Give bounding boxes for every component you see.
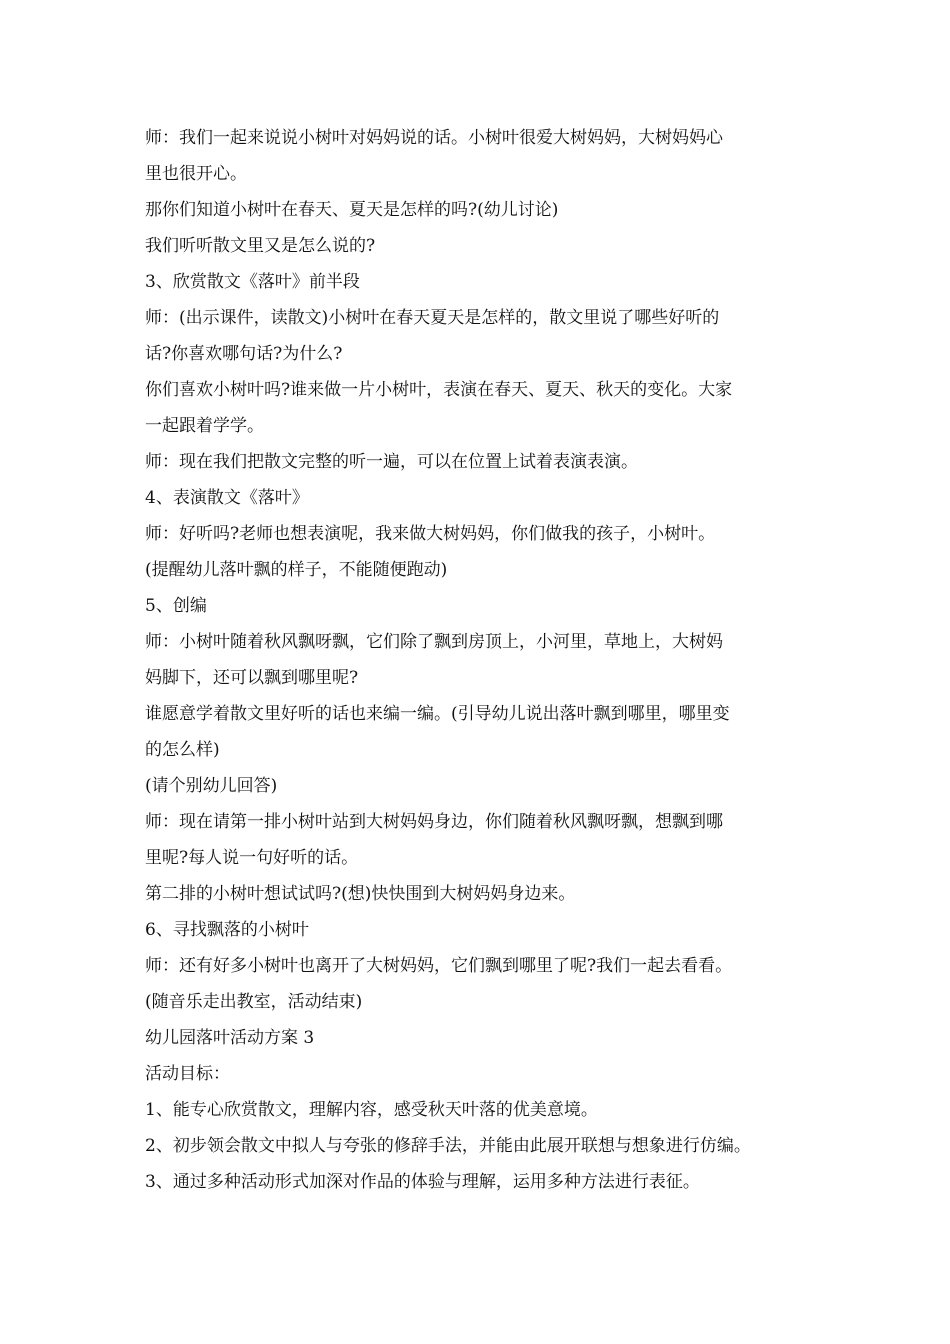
text-line: 的怎么样)	[145, 740, 220, 760]
text-line: 第二排的小树叶想试试吗?(想)快快围到大树妈妈身边来。	[145, 884, 576, 904]
section-heading: 4、表演散文《落叶》	[145, 488, 309, 508]
text-line: 师：我们一起来说说小树叶对妈妈说的话。小树叶很爱大树妈妈，大树妈妈心	[145, 128, 723, 148]
text-line: (提醒幼儿落叶飘的样子，不能随便跑动)	[145, 560, 448, 580]
objectives-heading: 活动目标：	[145, 1064, 230, 1084]
text-line: 师：(出示课件，读散文)小树叶在春天夏天是怎样的，散文里说了哪些好听的	[145, 308, 720, 328]
objective-item: 2、初步领会散文中拟人与夸张的修辞手法，并能由此展开联想与想象进行仿编。	[145, 1136, 751, 1156]
text-line: 话?你喜欢哪句话?为什么?	[145, 344, 343, 364]
text-line: (请个别幼儿回答)	[145, 776, 278, 796]
text-line: 师：好听吗?老师也想表演呢，我来做大树妈妈，你们做我的孩子，小树叶。	[145, 524, 716, 544]
section-heading: 5、创编	[145, 596, 207, 616]
text-line: 师：小树叶随着秋风飘呀飘，它们除了飘到房顶上，小河里，草地上，大树妈	[145, 632, 723, 652]
objective-item: 1、能专心欣赏散文，理解内容，感受秋天叶落的优美意境。	[145, 1100, 598, 1120]
text-line: 师：现在我们把散文完整的听一遍，可以在位置上试着表演表演。	[145, 452, 638, 472]
objective-item: 3、通过多种活动形式加深对作品的体验与理解，运用多种方法进行表征。	[145, 1172, 700, 1192]
text-line: (随音乐走出教室，活动结束)	[145, 992, 363, 1012]
text-line: 里呢?每人说一句好听的话。	[145, 848, 359, 868]
text-line: 妈脚下，还可以飘到哪里呢?	[145, 668, 359, 688]
text-line: 谁愿意学着散文里好听的话也来编一编。(引导幼儿说出落叶飘到哪里，哪里变	[145, 704, 730, 724]
section-heading: 3、欣赏散文《落叶》前半段	[145, 272, 360, 292]
plan-title: 幼儿园落叶活动方案 3	[145, 1028, 315, 1048]
text-line: 那你们知道小树叶在春天、夏天是怎样的吗?(幼儿讨论)	[145, 200, 559, 220]
section-heading: 6、寻找飘落的小树叶	[145, 920, 309, 940]
text-line: 你们喜欢小树叶吗?谁来做一片小树叶，表演在春天、夏天、秋天的变化。大家	[145, 380, 733, 400]
text-line: 我们听听散文里又是怎么说的?	[145, 236, 376, 256]
text-line: 师：现在请第一排小树叶站到大树妈妈身边，你们随着秋风飘呀飘，想飘到哪	[145, 812, 723, 832]
document-body	[145, 120, 825, 1200]
text-line: 里也很开心。	[145, 164, 247, 184]
text-line: 一起跟着学学。	[145, 416, 264, 436]
text-line: 师：还有好多小树叶也离开了大树妈妈，它们飘到哪里了呢?我们一起去看看。	[145, 956, 733, 976]
